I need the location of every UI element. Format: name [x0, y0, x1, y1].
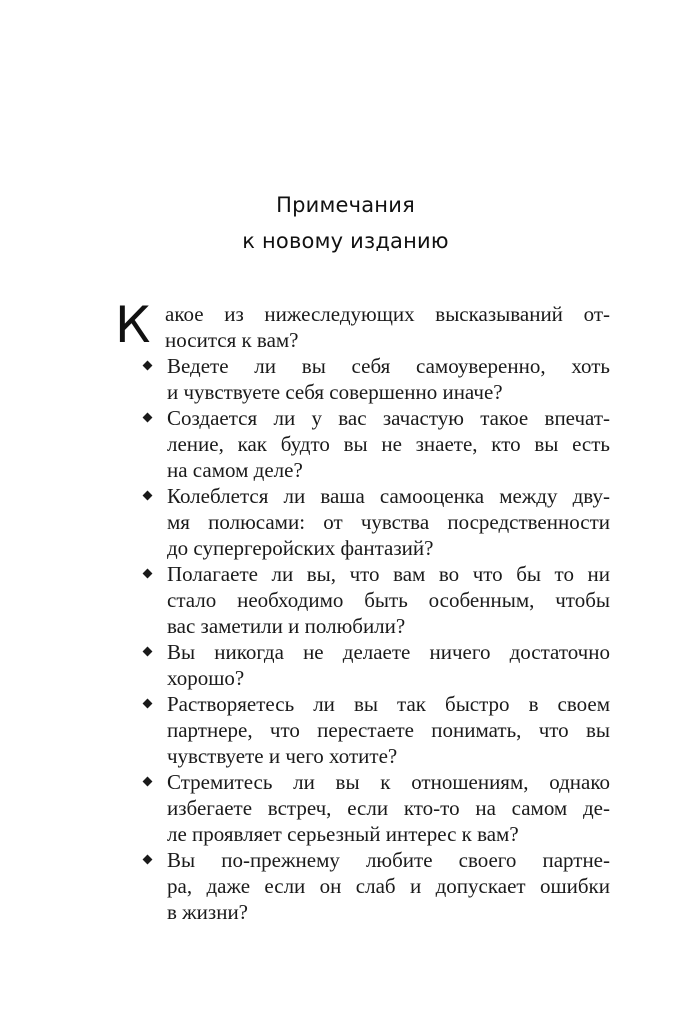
list-item-line: вас заметили и полюбили?: [167, 614, 406, 638]
bullet-diamond-icon: [143, 361, 153, 371]
list-item-line: ра, даже если он слаб и допускает ошибки: [167, 874, 610, 898]
list-item-line: Стремитесь ли вы к отношениям, однако: [167, 770, 610, 794]
list-item-line: до супергеройских фантазий?: [167, 536, 434, 560]
list-item-line: ление, как будто вы не знаете, кто вы есть: [167, 432, 610, 456]
list-item-line: Вы никогда не делаете ничего достаточно: [167, 640, 610, 664]
intro-line-2: носится к вам?: [165, 328, 299, 352]
bullet-diamond-icon: [143, 855, 153, 865]
bullet-diamond-icon: [143, 647, 153, 657]
bullet-diamond-icon: [143, 413, 153, 423]
chapter-title-line-2: к новому изданию: [242, 229, 449, 253]
list-item-line: на самом деле?: [167, 458, 303, 482]
intro-line-1: акое из нижеследующих высказываний от-: [165, 302, 610, 326]
list-item-line: Растворяетесь ли вы так быстро в своем: [167, 692, 610, 716]
list-item-line: Ведете ли вы себя самоуверенно, хоть: [167, 354, 610, 378]
list-item-line: хорошо?: [167, 666, 245, 690]
list-item-line: и чувствуете себя совершенно иначе?: [167, 380, 503, 404]
list-item-line: Вы по-прежнему любите своего партне-: [167, 848, 610, 872]
bullet-diamond-icon: [143, 777, 153, 787]
bullet-diamond-icon: [143, 699, 153, 709]
list-item-line: в жизни?: [167, 900, 249, 924]
list-item-line: ле проявляет серьезный интерес к вам?: [167, 822, 519, 846]
list-item-line: мя полюсами: от чувства посредственности: [167, 510, 610, 534]
list-item-line: партнере, что перестаете понимать, что вы: [167, 718, 610, 742]
bullet-diamond-icon: [143, 491, 153, 501]
list-item-line: избегаете встреч, если кто-то на самом де-: [167, 796, 610, 820]
bullet-diamond-icon: [143, 569, 153, 579]
list-item-line: стало необходимо быть особенным, чтобы: [167, 588, 610, 612]
list-item-line: Колеблется ли ваша самооценка между дву-: [167, 484, 610, 508]
list-item-line: чувствуете и чего хотите?: [167, 744, 398, 768]
list-item-line: Полагаете ли вы, что вам во что бы то ни: [167, 562, 610, 586]
chapter-title-line-1: Примечания: [276, 193, 415, 217]
drop-cap: К: [115, 296, 151, 354]
list-item-line: Создается ли у вас зачастую такое впечат-: [167, 406, 610, 430]
